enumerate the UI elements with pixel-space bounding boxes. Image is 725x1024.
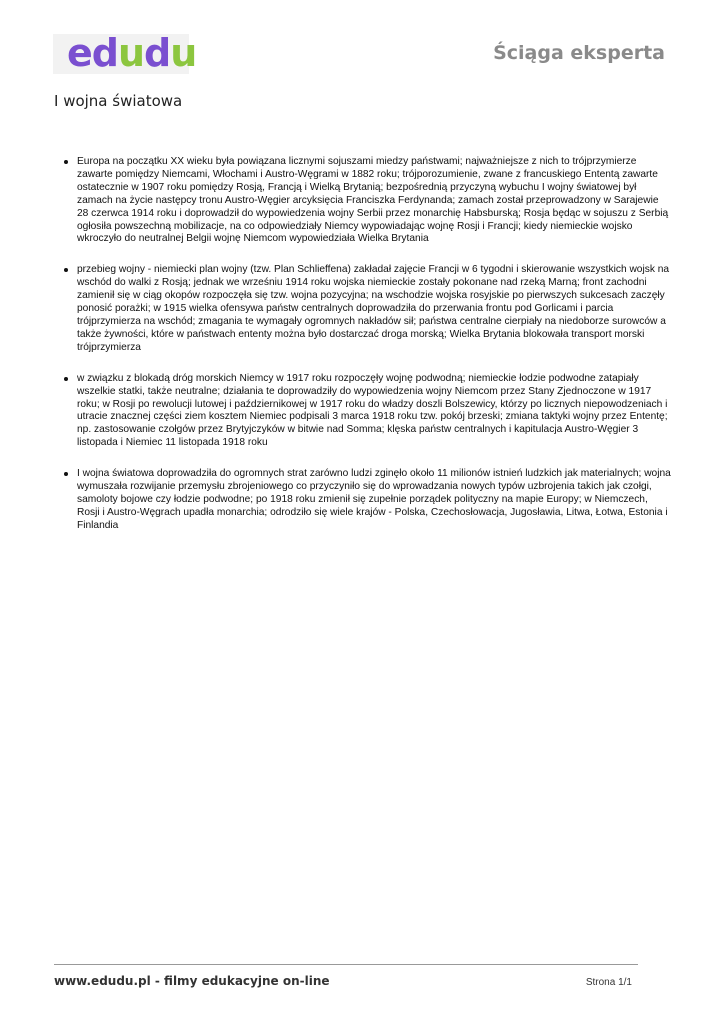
- bullet-icon: [64, 268, 68, 272]
- list-item: [60, 468, 672, 533]
- footer-divider: [54, 964, 638, 965]
- page-title: I wojna światowa: [54, 92, 183, 110]
- list-item-text: I wojna światowa doprowadziła do ogromnych strat zarówno ludzi zginęło około 11 milionów istnień ludzkich jak materialnych; wojna wymuszała rozwijanie przemysłu zbrojeniowego co przyczyniło się do wprowadzania nowych typów uzbrojenia takich jak czołgi, samoloty bojowe czy łodzie podwodne; po 1918 roku zmienił się zupełnie porządek polityczny na mapie Europy; w Niemczech, Rosji i Austro-Węgrach upadła monarchia; odrodziło się wiele krajów - Polska, Czechosłowacja, Jugosławia, Litwa, Łotwa, Estonia i Finlandia: [77, 468, 671, 531]
- bullet-icon: [64, 472, 68, 476]
- list-item-text: Europa na początku XX wieku była powiązana licznymi sojuszami miedzy państwami; najważniejsze z nich to trójprzymierze zawarte pomiędzy Niemcami, Włochami i Austro-Węgrami w 1882 roku; trójporozumienie, zwane z francuskiego Ententą zawarte ostatecznie w 1907 roku pomiędzy Rosją, Francją i Wielką Brytanią; bezpośrednią przyczyną wybuchu I wojny światowej był zamach na życie następcy tronu Austro-Węgier arcyksięcia Franciszka Ferdynanda; zamach został przeprowadzony w Sarajewie 28 czerwca 1914 roku i doprowadził do wypowiedzenia wojny Serbii przez monarchię Habsburską; Rosja będąc w sojuszu z Serbią ogłosiła powszechną mobilizacje, na co odpowiedziały Niemcy wypowiadając wojnę Rosji i Francji; kiedy niemieckie wojsko wkroczyło do neutralnej Belgii wojnę Niemcom wypowiedziała Wielka Brytania: [77, 156, 669, 245]
- page-number: Strona 1/1: [585, 977, 632, 988]
- bullet-icon: [64, 160, 68, 164]
- list-item-text: przebieg wojny - niemiecki plan wojny (tzw. Plan Schlieffena) zakładał zajęcie Francji w 6 tygodni i skierowanie wszystkich wojsk na wschód do walki z Rosją; jednak we wrześniu 1914 roku wojska niemieckie zostały pokonane nad rzeką Marną; front zachodni zamienił się w ciąg okopów rozpoczęła się tzw. wojna pozycyjna; na wschodzie wojska rosyjskie po pierwszych sukcesach zaczęły ponosić porażki; w 1915 wielka ofensywa państw centralnych doprowadziła do przerwania frontu pod Gorlicami i parcia trójprzymierza na wschód; zmagania te wymagały ogromnych nakładów sił; państwa centralne cierpiały na niedoborze surowców a także żywności, które w państwach ententy można było dostarczać droga morską; Wielka Brytania blokowała transport morski trójprzymierza: [77, 264, 670, 353]
- footer-site-link[interactable]: www.edudu.pl - filmy edukacyjne on-line: [54, 974, 330, 988]
- list-item-text: w związku z blokadą dróg morskich Niemcy w 1917 roku rozpoczęły wojnę podwodną; niemieckie łodzie podwodne zatapiały wszelkie statki, także neutralne; działania te doprowadziły do wypowiedzenia wojny Niemcom przez Stany Zjednoczone w 1917 roku; w Rosji po rewolucji lutowej i październikowej w 1917 roku do władzy doszli Bolszewicy, którzy po licznych niepowodzeniach i utracie znacznej części ziem kosztem Niemiec podpisali 3 marca 1918 roku tzw. pokój brzeski; zmiana taktyki wojny przez Ententę; np. zastosowanie czołgów przez Brytyjczyków w bitwie nad Somma; klęska państw centralnych i kapitulacja Austro-Węgier 3 listopada i Niemiec 11 listopada 1918 roku: [77, 372, 668, 449]
- bullet-list: [60, 156, 672, 551]
- edudu-logo[interactable]: edudu: [67, 31, 197, 75]
- list-item: [60, 373, 672, 450]
- list-item: [60, 264, 672, 354]
- bullet-icon: [64, 377, 68, 381]
- tagline: Ściąga eksperta: [493, 42, 665, 64]
- list-item: [60, 156, 672, 246]
